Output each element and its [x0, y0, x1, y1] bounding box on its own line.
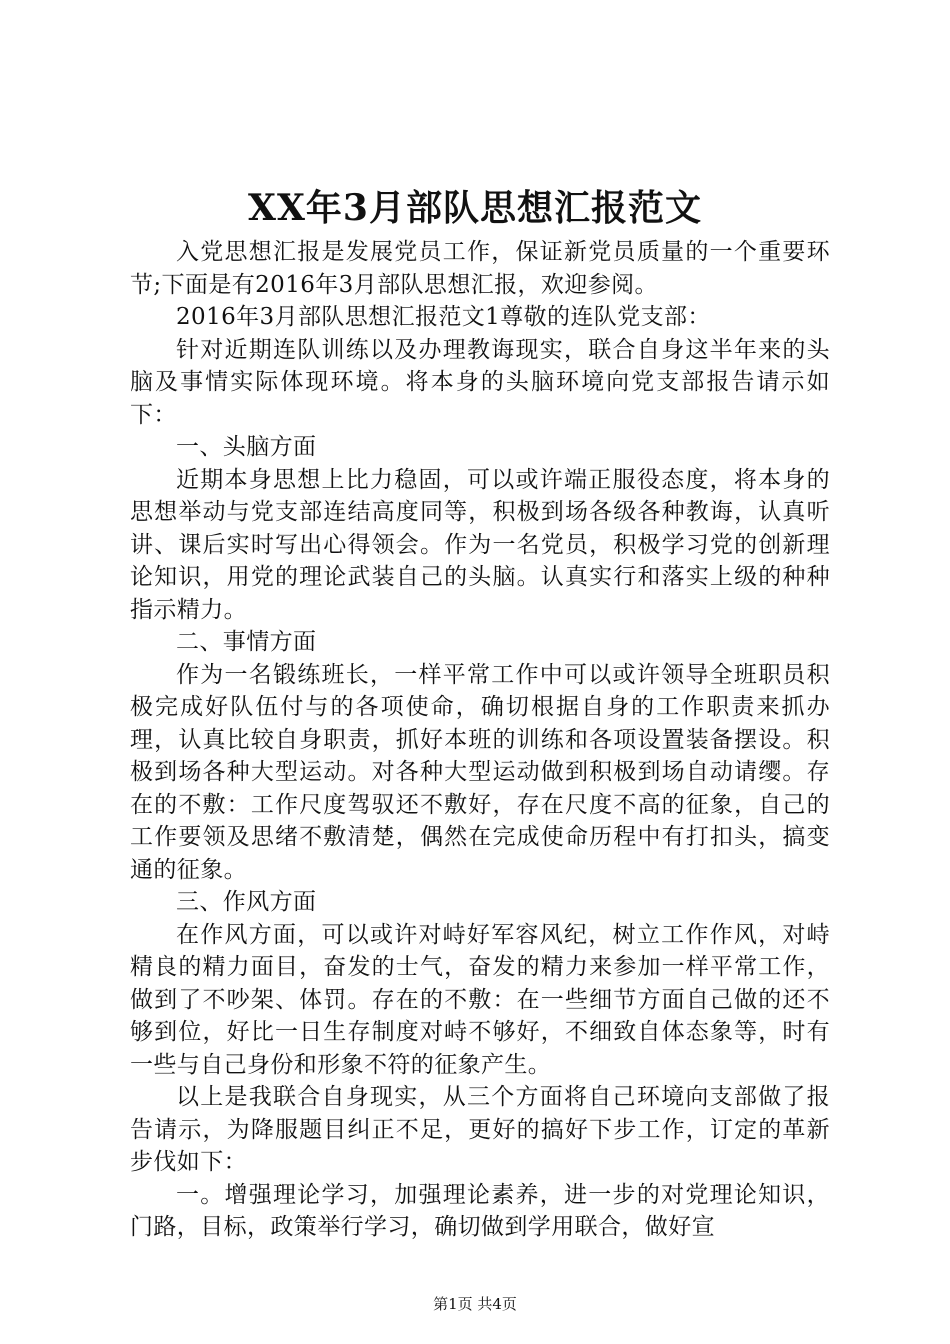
paragraph-summary: 以上是我联合自身现实，从三个方面将自己环境向支部做了报告请示，为降服题目纠正不足，更好的搞好下步工作，订定的革新步伐如下： [130, 1084, 830, 1175]
section-heading-thought: 一、头脑方面 [176, 434, 317, 460]
section-heading-work: 二、事情方面 [176, 629, 317, 655]
paragraph-salutation: 2016年3月部队思想汇报范文1尊敬的连队党支部： [176, 304, 711, 330]
paragraph-thought: 近期本身思想上比力稳固，可以或许端正服役态度，将本身的思想举动与党支部连结高度同等，积极到场各级各种教诲，认真听讲、课后实时写出心得领会。作为一名党员，积极学习党的创新理论知识，用党的理论武装自己的头脑。认真实行和落实上级的种种指示精力。 [130, 466, 830, 623]
paragraph-intro: 入党思想汇报是发展党员工作，保证新党员质量的一个重要环节;下面是有2016年3月部队思想汇报，欢迎参阅。 [130, 239, 830, 298]
page-number-footer: 第1页 共4页 [433, 1295, 517, 1313]
document-body [130, 236, 830, 1244]
section-heading-style: 三、作风方面 [176, 889, 317, 915]
paragraph-measure-one: 一。增强理论学习，加强理论素养，进一步的对党理论知识，门路，目标，政策举行学习，确切做到学用联合，做好宣 [130, 1181, 830, 1240]
paragraph-opening: 针对近期连队训练以及办理教诲现实，联合自身这半年来的头脑及事情实际体现环境。将本身的头脑环境向党支部报告请示如下： [130, 336, 830, 428]
paragraph-work: 作为一名锻练班长，一样平常工作中可以或许领导全班职员积极完成好队伍付与的各项使命，确切根据自身的工作职责来抓办理，认真比较自身职责，抓好本班的训练和各项设置装备摆设。积极到场各种大型运动。对各种大型运动做到积极到场自动请缨。存在的不敷：工作尺度驾驭还不敷好，存在尺度不高的征象，自己的工作要领及思绪不敷清楚，偶然在完成使命历程中有打扣头，搞变通的征象。 [130, 661, 830, 883]
paragraph-style: 在作风方面，可以或许对峙好军容风纪，树立工作作风，对峙精良的精力面目，奋发的士气，奋发的精力来参加一样平常工作，做到了不吵架、体罚。存在的不敷：在一些细节方面自己做的还不够到位，好比一日生存制度对峙不够好，不细致自体态象等，时有一些与自己身份和形象不符的征象产生。 [130, 921, 830, 1078]
document-title: XX年3月部队思想汇报范文 [248, 187, 702, 229]
